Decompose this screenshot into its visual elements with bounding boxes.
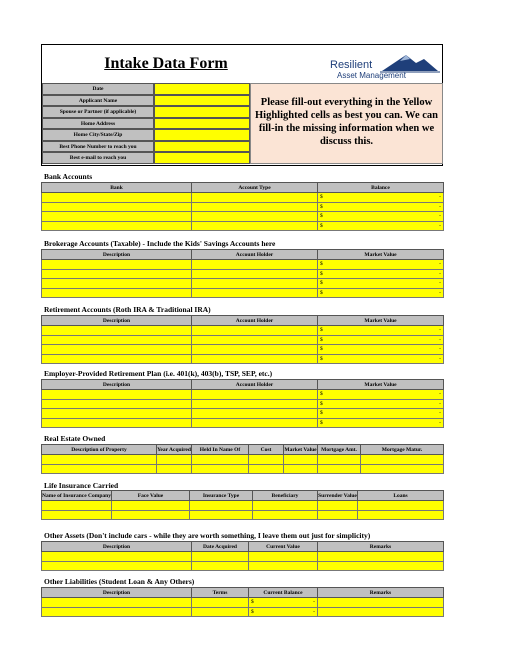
input-cell[interactable] [249,464,284,474]
column-header: Mortgage Amt. [318,445,361,455]
column-header: Terms [192,588,249,598]
form-title: Intake Data Form [104,55,228,72]
currency-symbol: $ [320,222,323,229]
input-cell[interactable] [318,326,444,336]
section-title-bank: Bank Accounts [44,172,93,181]
table-header-row [42,491,444,501]
input-cell[interactable] [192,390,318,400]
input-cell[interactable] [42,561,192,571]
zero-dash: - [439,336,441,343]
table-header-row [42,316,444,326]
input-cell[interactable] [318,598,444,608]
input-cell[interactable] [192,464,249,474]
zero-dash: - [439,280,441,287]
table-row [42,399,444,409]
currency-symbol: $ [320,203,323,210]
column-header: Description [42,380,192,390]
input-cell[interactable] [42,510,112,520]
table-row [42,501,444,511]
currency-symbol: $ [320,391,323,398]
table-header-row [42,183,444,193]
column-header: Cost [249,445,284,455]
currency-symbol: $ [320,410,323,417]
info-label: Applicant Name [42,95,154,107]
table-row [42,345,444,355]
input-cell[interactable] [249,561,318,571]
column-header: Remarks [318,542,444,552]
input-cell[interactable] [42,202,192,212]
real-estate-table [41,444,444,474]
bank-accounts-table [41,182,444,231]
input-cell[interactable] [318,399,444,409]
liabilities-table [41,587,444,617]
input-cell[interactable] [157,455,192,465]
column-header: Insurance Type [190,491,253,501]
zero-dash: - [439,355,441,362]
zero-dash: - [439,346,441,353]
currency-symbol: $ [320,419,323,426]
input-cell[interactable] [157,464,192,474]
input-cell[interactable] [318,390,444,400]
table-row [42,326,444,336]
currency-symbol: $ [320,355,323,362]
info-label: Home City/State/Zip [42,129,154,141]
input-cell[interactable] [318,455,361,465]
table-row [42,260,444,270]
input-cell[interactable] [358,510,444,520]
input-cell[interactable] [192,326,318,336]
column-header: Remarks [318,588,444,598]
table-row [42,409,444,419]
table-row [42,335,444,345]
currency-symbol: $ [320,280,323,287]
input-cell[interactable] [42,552,192,562]
table-row [42,455,444,465]
input-cell[interactable] [42,464,157,474]
table-header-row [42,445,444,455]
input-cell[interactable] [318,221,444,231]
info-row [42,83,250,95]
table-header-row [42,588,444,598]
currency-symbol: $ [320,270,323,277]
table-row [42,202,444,212]
currency-symbol: $ [251,608,254,615]
table-row [42,212,444,222]
input-cell[interactable] [42,335,192,345]
section-title-liabilities: Other Liabilities (Student Loan & Any Others) [44,577,195,586]
currency-symbol: $ [320,346,323,353]
column-header: Description [42,316,192,326]
input-cell[interactable] [42,212,192,222]
input-cell[interactable] [42,455,157,465]
input-cell[interactable] [318,288,444,298]
input-cell[interactable] [318,202,444,212]
input-cell[interactable] [361,455,444,465]
currency-symbol: $ [251,599,254,606]
input-cell[interactable] [318,409,444,419]
zero-dash: - [439,261,441,268]
table-header-row [42,542,444,552]
input-cell[interactable] [249,552,318,562]
table-row [42,221,444,231]
column-header: Market Value [284,446,317,453]
currency-symbol: $ [320,213,323,220]
input-cell[interactable] [318,607,444,617]
input-cell[interactable] [318,464,361,474]
info-input-cell[interactable] [154,106,250,118]
input-cell[interactable] [318,552,444,562]
input-cell[interactable] [284,464,318,474]
info-input-cell[interactable] [154,129,250,141]
input-cell[interactable] [249,455,284,465]
input-cell[interactable] [318,510,358,520]
intake-form-header [41,44,443,166]
input-cell[interactable] [318,418,444,428]
info-row [42,129,250,141]
input-cell[interactable] [318,279,444,289]
input-cell[interactable] [249,598,318,608]
input-cell[interactable] [192,221,318,231]
input-cell[interactable] [192,288,318,298]
input-cell[interactable] [358,501,444,511]
section-title-retirement: Retirement Accounts (Roth IRA & Traditional IRA) [44,305,211,314]
column-header: Account Holder [192,250,318,260]
table-row [42,390,444,400]
column-header: Loans [358,491,444,501]
section-title-realestate: Real Estate Owned [44,434,106,443]
input-cell[interactable] [361,464,444,474]
column-header: Account Holder [192,316,318,326]
input-cell[interactable] [42,409,192,419]
mountain-icon [380,51,440,73]
table-row [42,510,444,520]
table-header-row [42,380,444,390]
input-cell[interactable] [42,193,192,203]
input-cell[interactable] [192,260,318,270]
zero-dash: - [313,599,315,606]
info-label: Spouse or Partner (if applicable) [42,106,154,118]
input-cell[interactable] [42,260,192,270]
zero-dash: - [439,213,441,220]
table-row [42,418,444,428]
input-cell[interactable] [284,455,318,465]
logo-name: Resilient [330,59,373,71]
input-cell[interactable] [192,193,318,203]
zero-dash: - [313,608,315,615]
input-cell[interactable] [192,598,249,608]
column-header: Market Value [318,380,444,390]
info-input-cell[interactable] [154,83,250,95]
input-cell[interactable] [318,501,358,511]
column-header: Description [42,542,192,552]
column-header: Balance [318,183,444,193]
column-header: Current Value [249,542,318,552]
brokerage-accounts-table [41,249,444,298]
column-header: Date Acquired [192,542,249,552]
zero-dash: - [439,391,441,398]
column-header: Held In Name Of [192,445,249,455]
zero-dash: - [439,203,441,210]
input-cell[interactable] [192,269,318,279]
column-header: Description [42,588,192,598]
input-cell[interactable] [42,399,192,409]
company-logo [320,51,440,81]
input-cell[interactable] [192,607,249,617]
input-cell[interactable] [42,326,192,336]
input-cell[interactable] [318,260,444,270]
column-header: Account Type [192,183,318,193]
section-title-brokerage: Brokerage Accounts (Taxable) - Include the Kids' Savings Accounts here [44,239,276,248]
input-cell[interactable] [253,510,318,520]
table-row [42,561,444,571]
column-header: Year Acquired [157,446,191,453]
input-cell[interactable] [192,202,318,212]
section-title-employer: Employer-Provided Retirement Plan (i.e. 401(k), 403(b), TSP, SEP, etc.) [44,369,273,378]
input-cell[interactable] [42,354,192,364]
currency-symbol: $ [320,327,323,334]
life-insurance-table [41,490,444,520]
input-cell[interactable] [192,345,318,355]
info-row [42,106,250,118]
input-cell[interactable] [318,354,444,364]
info-input-cell[interactable] [154,141,250,153]
section-title-life: Life Insurance Carried [44,481,119,490]
info-label: Home Address [42,118,154,130]
table-row [42,193,444,203]
column-header: Surrender Value [318,492,357,499]
input-cell[interactable] [192,418,318,428]
info-row [42,152,250,164]
input-cell[interactable] [190,501,253,511]
input-cell[interactable] [42,279,192,289]
info-input-cell[interactable] [154,118,250,130]
zero-dash: - [439,410,441,417]
retirement-accounts-table [41,315,444,364]
info-label: Date [42,83,154,95]
input-cell[interactable] [192,409,318,419]
table-header-row [42,250,444,260]
zero-dash: - [439,289,441,296]
zero-dash: - [439,327,441,334]
currency-symbol: $ [320,336,323,343]
section-title-other-assets: Other Assets (Don't include cars - while they are worth something, I leave them out just for simplicity) [44,531,371,540]
zero-dash: - [439,400,441,407]
info-row [42,141,250,153]
currency-symbol: $ [320,289,323,296]
column-header: Name of Insurance Company [42,492,111,499]
info-label: Best Phone Number to reach you [42,141,154,153]
input-cell[interactable] [318,193,444,203]
table-row [42,464,444,474]
currency-symbol: $ [320,400,323,407]
input-cell[interactable] [192,552,249,562]
input-cell[interactable] [190,510,253,520]
input-cell[interactable] [318,212,444,222]
input-cell[interactable] [192,455,249,465]
input-cell[interactable] [192,399,318,409]
input-cell[interactable] [192,279,318,289]
input-cell[interactable] [42,418,192,428]
table-row [42,552,444,562]
input-cell[interactable] [42,221,192,231]
info-label: Best e-mail to reach you [42,152,154,164]
input-cell[interactable] [318,345,444,355]
zero-dash: - [439,222,441,229]
zero-dash: - [439,419,441,426]
input-cell[interactable] [318,561,444,571]
column-header: Bank [42,183,192,193]
info-input-cell[interactable] [154,152,250,164]
table-row [42,279,444,289]
column-header: Market Value [318,250,444,260]
column-header: Description [42,250,192,260]
table-row [42,269,444,279]
info-input-cell[interactable] [154,95,250,107]
input-cell[interactable] [42,269,192,279]
input-cell[interactable] [192,354,318,364]
input-cell[interactable] [42,598,192,608]
input-cell[interactable] [318,269,444,279]
input-cell[interactable] [318,335,444,345]
input-cell[interactable] [112,510,190,520]
column-header: Face Value [112,491,190,501]
table-row [42,354,444,364]
column-header: Market Value [318,316,444,326]
currency-symbol: $ [320,194,323,201]
table-row [42,598,444,608]
zero-dash: - [439,194,441,201]
other-assets-table [41,541,444,571]
employer-plan-table [41,379,444,428]
zero-dash: - [439,270,441,277]
table-row [42,288,444,298]
info-row [42,95,250,107]
info-row [42,118,250,130]
currency-symbol: $ [320,261,323,268]
input-cell[interactable] [249,607,318,617]
logo-subtitle: Asset Management [337,71,406,80]
table-row [42,607,444,617]
column-header: Current Balance [249,588,318,598]
input-cell[interactable] [42,607,192,617]
column-header: Description of Property [42,445,157,455]
input-cell[interactable] [42,288,192,298]
column-header: Account Holder [192,380,318,390]
column-header: Beneficiary [253,491,318,501]
input-cell[interactable] [192,335,318,345]
input-cell[interactable] [192,561,249,571]
column-header: Mortgage Matur. [361,445,444,455]
input-cell[interactable] [192,212,318,222]
input-cell[interactable] [112,501,190,511]
input-cell[interactable] [42,345,192,355]
input-cell[interactable] [42,501,112,511]
input-cell[interactable] [253,501,318,511]
input-cell[interactable] [42,390,192,400]
instructions-notice: Please fill-out everything in the Yellow Highlighted cells as best you can. We can fill-in the missing information when we discuss this. [250,83,443,164]
